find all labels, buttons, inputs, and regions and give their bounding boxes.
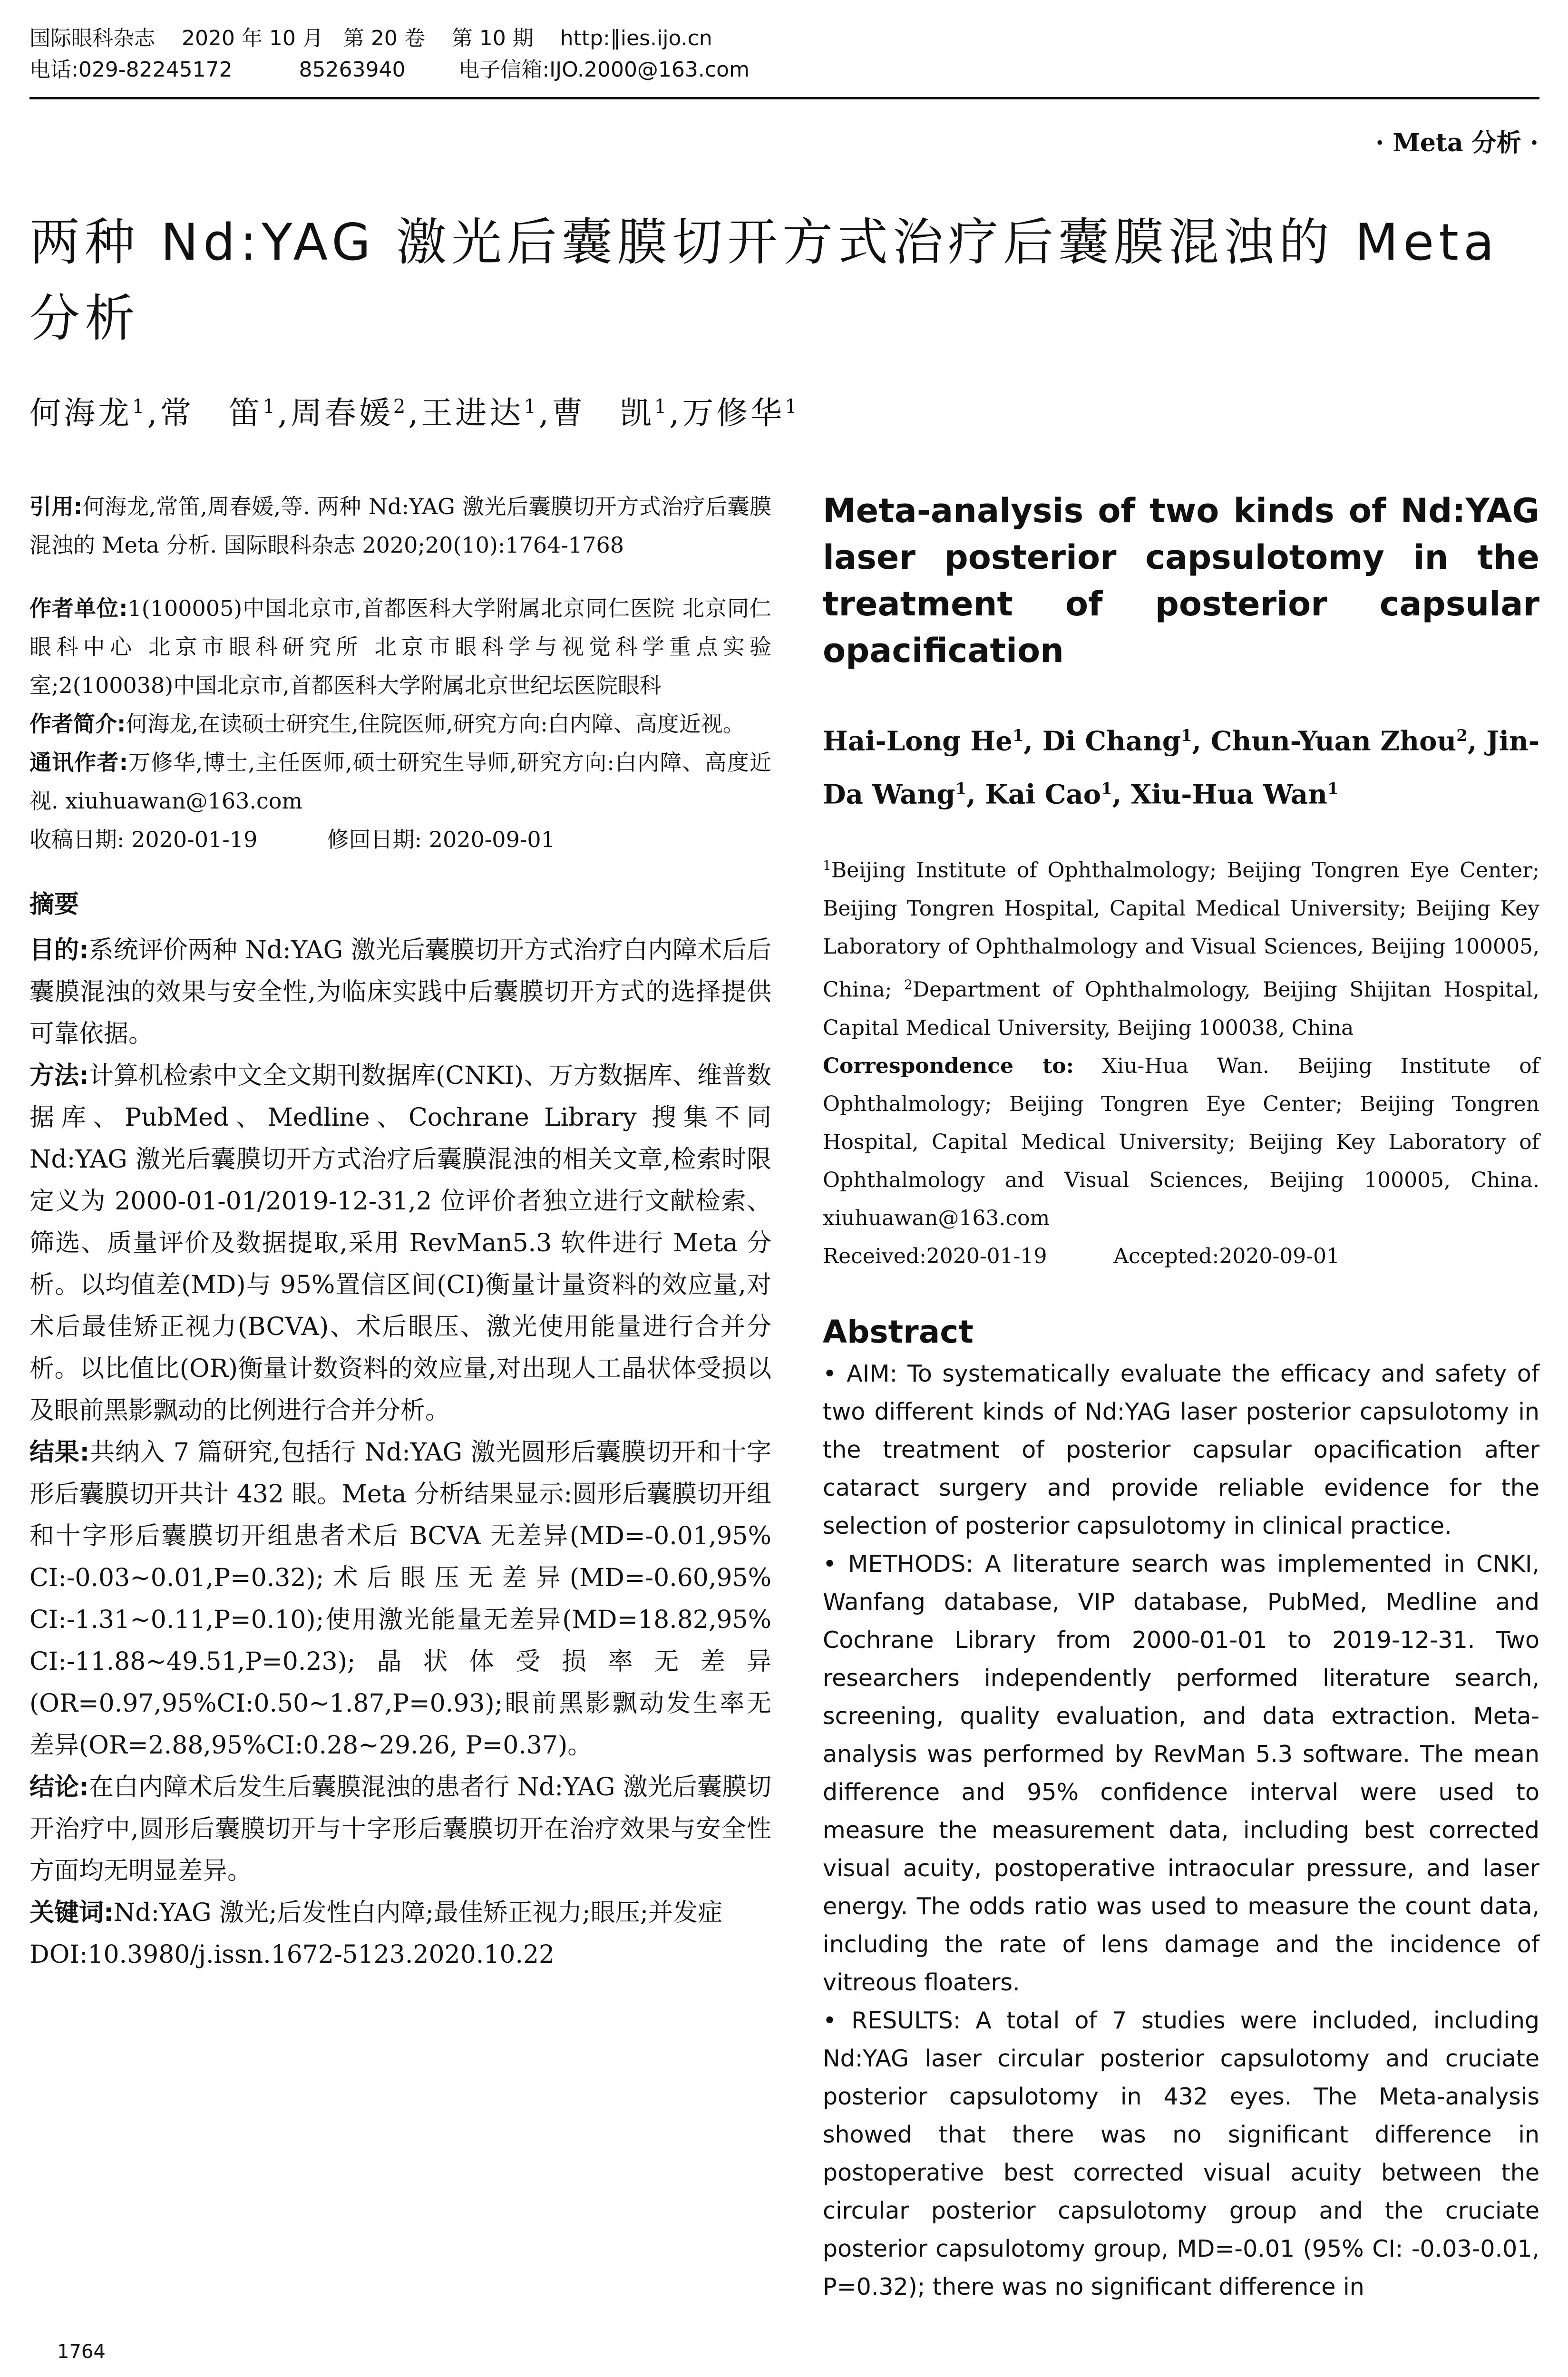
conclusion-label-cn: 结论: (29, 1773, 89, 1802)
author-affil-mark-en: 1 (1101, 779, 1112, 799)
correspondence-label: 通讯作者: (29, 750, 128, 775)
abstract-heading-en: Abstract (823, 1313, 974, 1350)
results-text-cn: 共纳入 7 篇研究,包括行 Nd:YAG 激光圆形后囊膜切开和十字形后囊膜切开共计 432 眼。Meta 分析结果显示:圆形后囊膜切开组和十字形后囊膜切开组患者术后 BCVA 无差异(MD=-0.01,95% CI:-0.03~0.01,P=0.32);术后眼压无差异(MD=-0.60,95% CI:-1.31~0.11,P=0.10);使用激光能量无差异(MD=18.82,95% CI:-11.88~49.51,P=0.23);晶状体受损率无差异(OR=0.97,95%CI:0.50~1.87,P=0.93);眼前黑影飘动发生率无差异(OR=2.88,95%CI:0.28~29.26, P=0.37)。 (29, 1438, 772, 1760)
author-name-en: Di Chang (1042, 725, 1181, 757)
author-name: 曹 凯 (551, 395, 654, 431)
author-affil-mark-en: 1 (955, 779, 967, 799)
aim-label-cn: 目的: (29, 936, 89, 964)
author-affil-mark-en: 1 (1012, 726, 1024, 745)
results-label-en: • RESULTS: (823, 2007, 961, 2034)
author-affil-mark: 2 (393, 396, 409, 418)
author-affil-mark-en: 1 (1180, 726, 1192, 745)
masthead-contact-info: 电话:029-82245172 85263940 电子信箱:IJO.2000@163.com (29, 58, 750, 82)
keywords-text-cn: Nd:YAG 激光;后发性白内障;最佳矫正视力;眼压;并发症 (113, 1899, 723, 1927)
masthead-journal-info: 国际眼科杂志 2020 年 10 月 第 20 卷 第 10 期 http:∥ies.ijo.cn (29, 26, 712, 50)
methods-label-en: • METHODS: (823, 1550, 974, 1578)
abstract-aim-cn (29, 929, 771, 1055)
aim-label-en: • AIM: (823, 1360, 897, 1387)
author-list-en: Hai-Long He$^1$, Di Chang$^1$, Chun-Yuan Zhou$^2$, Jin-Da Wang$^1$, Kai Cao$^1$, Xiu-Hua Wan$^1$ (823, 725, 1540, 810)
masthead-divider (29, 97, 1539, 99)
author-list-cn: 何海龙$^1$,常 笛$^1$,周春媛$^2$,王进达$^1$,曹 凯$^1$,万修华$^1$ (29, 395, 800, 431)
article-title-en: Meta-analysis of two kinds of Nd:YAG laser posterior capsulotomy in the treatment of posterior capsular opacification (823, 491, 1539, 670)
author-bio-text: 何海龙,在读硕士研究生,住院医师,研究方向:白内障、高度近视。 (126, 711, 745, 737)
author-name: 常 笛 (160, 395, 263, 431)
affiliation-en (823, 847, 1539, 1275)
affiliation-cn (29, 589, 771, 705)
author-affil-mark: 1 (654, 396, 670, 418)
received-date-en: Received:2020-01-19 (823, 1244, 1047, 1268)
doi: DOI:10.3980/j.issn.1672-5123.2020.10.22 (29, 1940, 555, 1969)
affil-mark-en: 2 (904, 976, 913, 993)
author-bio-label: 作者简介: (29, 711, 126, 737)
aim-text-cn: 系统评价两种 Nd:YAG 激光后囊膜切开方式治疗白内障术后后囊膜混浊的效果与安全性,为临床实践中后囊膜切开方式的选择提供可靠依据。 (29, 936, 772, 1048)
keywords-cn (29, 1892, 771, 1934)
author-affil-mark-en: 2 (1456, 726, 1468, 745)
correspondence-cn (29, 743, 771, 820)
page-number: 1764 (57, 2341, 106, 2363)
author-name-en: Jin-Da Wang (823, 725, 1540, 810)
author-affil-mark: 1 (132, 396, 147, 418)
correspondence-en (823, 1047, 1539, 1237)
received-date: 收稿日期: 2020-01-19 (29, 827, 258, 852)
abstract-methods-en (823, 1545, 1539, 2002)
affil-mark-en: 1 (823, 857, 831, 874)
author-affil-mark-en: 1 (1327, 779, 1339, 799)
correspondence-label-en: Correspondence to: (823, 1053, 1074, 1078)
author-name: 周春媛 (290, 395, 393, 431)
keywords-label-cn: 关键词: (29, 1899, 114, 1927)
author-name-en: Kai Cao (985, 779, 1101, 810)
author-name: 王进达 (421, 395, 524, 431)
abstract-aim-en (823, 1355, 1539, 1545)
methods-text-cn: 计算机检索中文全文期刊数据库(CNKI)、万方数据库、维普数据库、PubMed、Medline、Cochrane Library 搜集不同 Nd:YAG 激光后囊膜切开方式治疗后囊膜混浊的相关文章,检索时限定义为 2000-01-01/2019-12-31,2 位评价者独立进行文献检索、筛选、质量评价及数据提取,采用 RevMan5.3 软件进行 Meta 分析。以均值差(MD)与 95%置信区间(CI)衡量计量资料的效应量,对术后最佳矫正视力(BCVA)、术后眼压、激光使用能量进行合并分析。以比值比(OR)衡量计数资料的效应量,对出现人工晶状体受损以及眼前黑影飘动的比例进行合并分析。 (29, 1062, 771, 1425)
abstract-conclusion-cn (29, 1766, 771, 1892)
affiliation-part2: Department of Ophthalmology, Beijing Shijitan Hospital, Capital Medical University, Beijing 100038, China (823, 977, 1539, 1040)
correspondence-text: 万修华,博士,主任医师,硕士研究生导师,研究方向:白内障、高度近视. xiuhuawan@163.com (29, 750, 771, 814)
author-bio (29, 705, 771, 743)
affiliation-part1: Beijing Institute of Ophthalmology; Beijing Tongren Eye Center; Beijing Tongren Hospital, Capital Medical University; Beijing Key Laboratory of Ophthalmology and Visual Sciences, Beijing 100005, China; (823, 858, 1539, 1002)
abstract-heading-cn: 摘要 (29, 890, 79, 919)
abstract-cn (29, 884, 771, 1976)
conclusion-text-cn: 在白内障术后发生后囊膜混浊的患者行 Nd:YAG 激光后囊膜切开治疗中,圆形后囊膜切开与十字形后囊膜切开在治疗效果与安全性方面均无明显差异。 (29, 1773, 772, 1885)
abstract-methods-cn (29, 1055, 771, 1432)
article-title-cn: 两种 Nd:YAG 激光后囊膜切开方式治疗后囊膜混浊的 Meta 分析 (29, 213, 1499, 348)
results-label-cn: 结果: (29, 1438, 90, 1467)
methods-label-cn: 方法: (29, 1062, 89, 1090)
affiliation-label: 作者单位: (29, 595, 128, 621)
affiliation-text-en (823, 847, 1539, 1047)
left-column (29, 487, 771, 1976)
journal-masthead (29, 23, 1539, 86)
author-name: 何海龙 (29, 395, 132, 431)
author-affil-mark: 1 (785, 396, 800, 418)
correspondence-text-en: Xiu-Hua Wan. Beijing Institute of Ophthalmology; Beijing Tongren Eye Center; Beijing Tongren Hospital, Capital Medical University; Beijing Key Laboratory of Ophthalmology and Visual Sciences, Beijing 100005, China. xiuhuawan@163.com (823, 1053, 1539, 1230)
author-affil-mark: 1 (524, 396, 539, 418)
affiliation-text: 1(100005)中国北京市,首都医科大学附属北京同仁医院 北京同仁眼科中心 北京市眼科研究所 北京市眼科学与视觉科学重点实验室;2(100038)中国北京市,首都医科大学附属北京世纪坛医院眼科 (29, 595, 771, 698)
abstract-results-cn (29, 1432, 771, 1766)
citation (29, 487, 771, 565)
citation-text: 何海龙,常笛,周春媛,等. 两种 Nd:YAG 激光后囊膜切开方式治疗后囊膜混浊的 Meta 分析. 国际眼科杂志 2020;20(10):1764-1768 (29, 494, 771, 558)
citation-label: 引用: (29, 494, 83, 519)
right-column (823, 487, 1539, 2306)
author-affil-mark: 1 (263, 396, 278, 418)
author-name-en: Hai-Long He (823, 725, 1013, 757)
aim-text-en: To systematically evaluate the efficacy and safety of two different kinds of Nd:YAG laser posterior capsulotomy in the treatment of posterior capsular opacification after cataract surgery and provide reliable evidence for the selection of posterior capsulotomy in clinical practice. (823, 1360, 1539, 1539)
results-text-en: A total of 7 studies were included, including Nd:YAG laser circular posterior capsulotomy and cruciate posterior capsulotomy in 432 eyes. The Meta-analysis showed that there was no significant difference in postoperative best corrected visual acuity between the circular posterior capsulotomy group and the cruciate posterior capsulotomy group, MD=-0.01 (95% CI: -0.03-0.01, P=0.32); there was no significant difference in (823, 2007, 1539, 2300)
section-label: · Meta 分析 · (1375, 128, 1539, 157)
author-name: 万修华 (682, 395, 785, 431)
abstract-results-en (823, 2002, 1539, 2306)
dates-cn (29, 820, 771, 859)
author-name-en: Xiu-Hua Wan (1130, 779, 1327, 810)
accepted-date-en: Accepted:2020-09-01 (1113, 1244, 1340, 1268)
revised-date: 修回日期: 2020-09-01 (327, 827, 555, 852)
methods-text-en: A literature search was implemented in CNKI, Wanfang database, VIP database, PubMed, Medline and Cochrane Library from 2000-01-01 to 2019-12-31. Two researchers independently performed literature search, screening, quality evaluation, and data extraction. Meta-analysis was performed by RevMan 5.3 software. The mean difference and 95% confidence interval were used to measure the measurement data, including best corrected visual acuity, postoperative intraocular pressure, and laser energy. The odds ratio was used to measure the count data, including the rate of lens damage and the incidence of vitreous floaters. (823, 1550, 1539, 1996)
author-name-en: Chun-Yuan Zhou (1211, 725, 1457, 757)
dates-en (823, 1237, 1539, 1276)
